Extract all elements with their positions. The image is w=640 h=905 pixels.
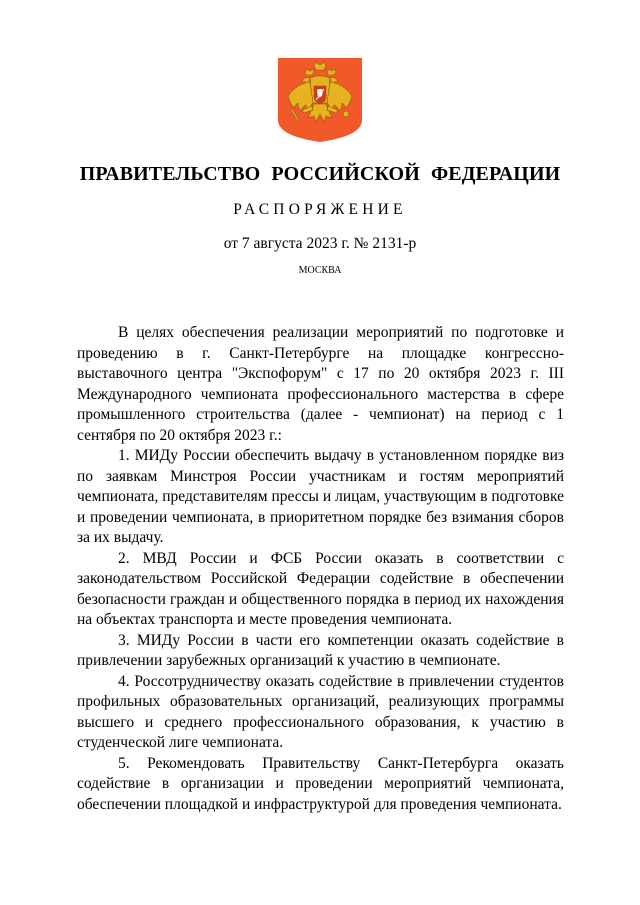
russian-coat-of-arms-icon <box>276 56 364 144</box>
clause-4-paragraph: 4. Россотрудничеству оказать содействие в привлечении студентов профильных образовательных организаций, реализующих программы высшего и среднего профессионального образования, к участию в студенческой лиге чемпионата. <box>77 672 564 751</box>
government-title: ПРАВИТЕЛЬСТВО РОССИЙСКОЙ ФЕДЕРАЦИИ <box>79 163 561 185</box>
document-date-number: от 7 августа 2023 г. № 2131-р <box>223 235 417 252</box>
document-type: РАСПОРЯЖЕНИЕ <box>233 201 407 218</box>
clause-2-paragraph: 2. МВД России и ФСБ России оказать в соответствии с законодательством Российской Федерации содействие в обеспечении безопасности граждан и общественного порядка в период их нахождения на объектах транспорта и месте проведения чемпионата. <box>77 549 564 628</box>
document-body <box>77 323 564 815</box>
document-city: МОСКВА <box>298 265 342 276</box>
clause-1-paragraph: 1. МИДу России обеспечить выдачу в установленном порядке виз по заявкам Минстроя России участникам и гостям мероприятий чемпионата, представителям прессы и лицам, участвующим в подготовке и проведении чемпионата, в приоритетном порядке без взимания сборов за их выдачу. <box>77 447 564 546</box>
coat-of-arms-graphic <box>276 56 364 144</box>
preamble-paragraph: В целях обеспечения реализации мероприятий по подготовке и проведению в г. Санкт-Петербурге на площадке конгрессно-выставочного центра "Экспофорум" с 17 по 20 октября 2023 г. III Международного чемпионата профессионального мастерства в сфере промышленного строительства (далее - чемпионат) на период с 1 сентября по 20 октября 2023 г.: <box>77 324 564 444</box>
clause-5-paragraph: 5. Рекомендовать Правительству Санкт-Петербурга оказать содействие в организации и проведении мероприятий чемпионата, обеспечении площадкой и инфраструктурой для проведения чемпионата. <box>77 754 564 813</box>
clause-3-paragraph: 3. МИДу России в части его компетенции оказать содействие в привлечении зарубежных организаций к участию в чемпионате. <box>77 631 564 669</box>
